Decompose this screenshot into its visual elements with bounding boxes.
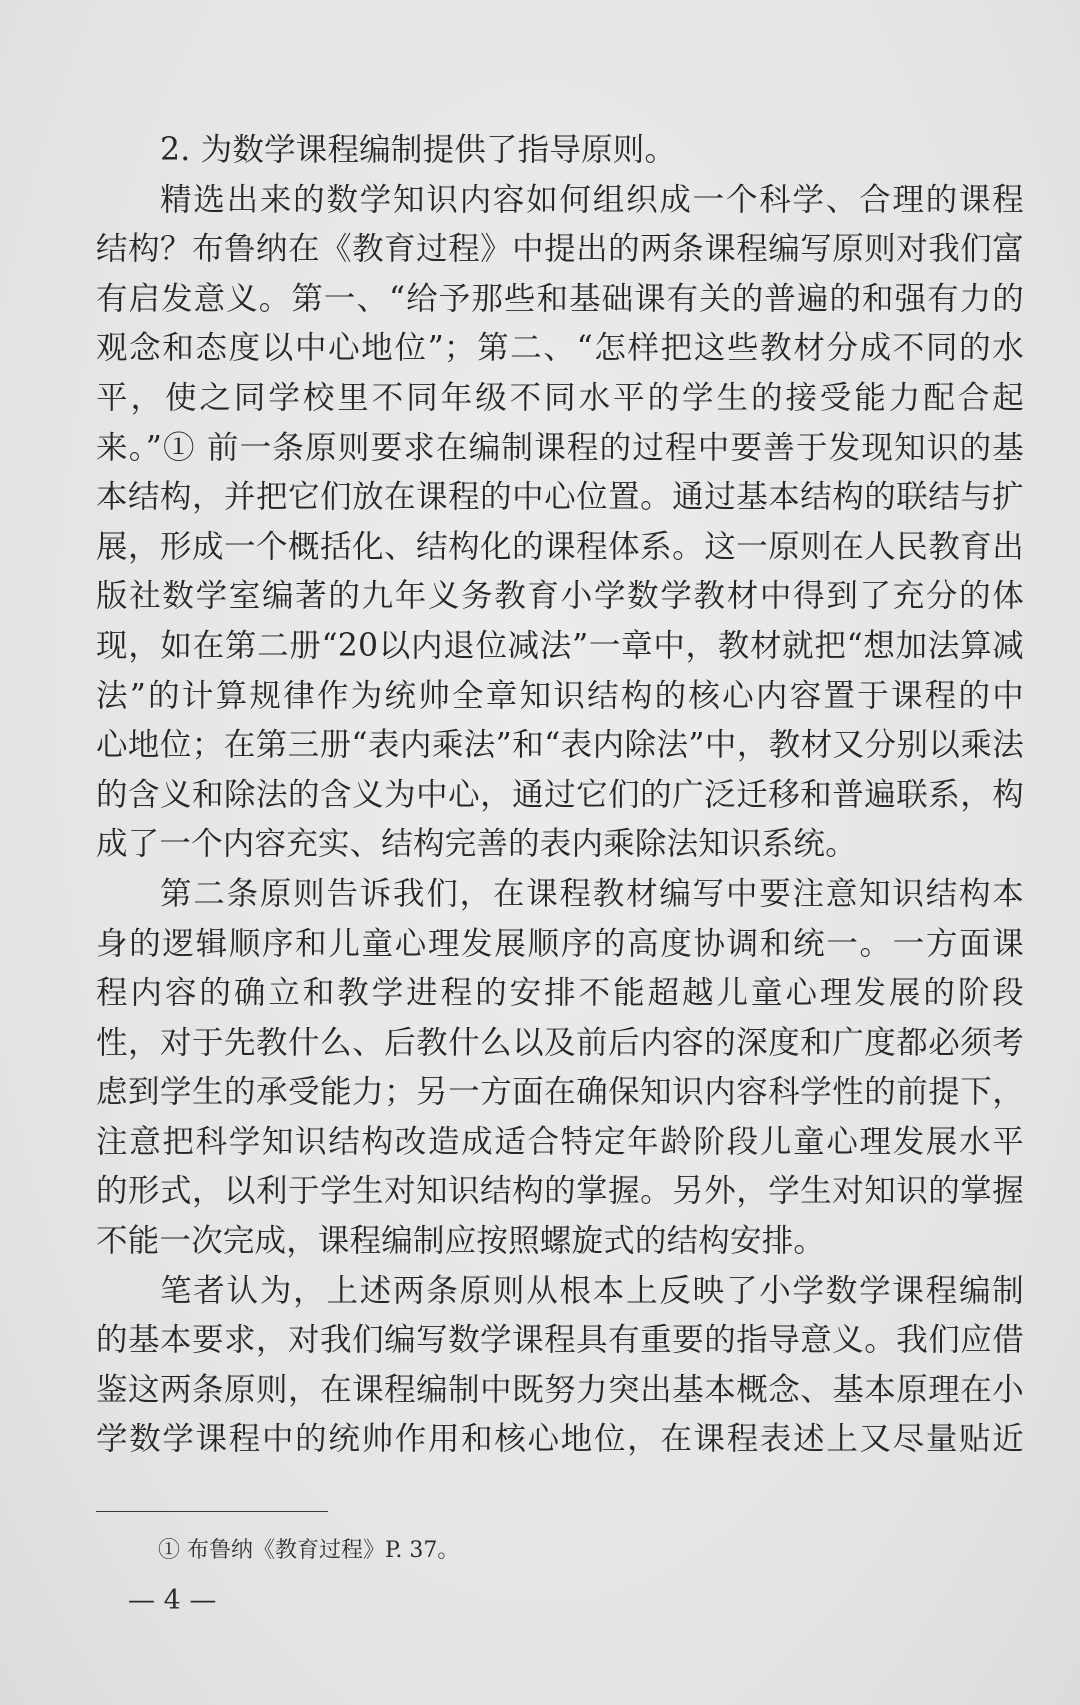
paragraph-line: 虑到学生的承受能力；另一方面在确保知识内容科学性的前提下， xyxy=(96,1074,1024,1111)
page-number: — 4 — xyxy=(128,1585,217,1616)
paragraph-line: 笔者认为，上述两条原则从根本上反映了小学数学课程编制 xyxy=(160,1272,1024,1309)
paragraph-line: 版社数学室编著的九年义务教育小学数学教材中得到了充分的体 xyxy=(96,578,1024,615)
paragraph-line: 的含义和除法的含义为中心，通过它们的广泛迁移和普遍联系，构 xyxy=(96,776,1024,813)
paragraph-line: 有启发意义。第一、“给予那些和基础课有关的普遍的和强有力的 xyxy=(96,280,1024,317)
paragraph-line: 心地位；在第三册“表内乘法”和“表内除法”中，教材又分别以乘法 xyxy=(96,727,1024,764)
body-text xyxy=(96,126,1024,1465)
paragraph-line: 展，形成一个概括化、结构化的课程体系。这一原则在人民教育出 xyxy=(96,528,1024,565)
paragraph-line: 不能一次完成，课程编制应按照螺旋式的结构安排。 xyxy=(96,1223,826,1260)
footnote: ① 布鲁纳《教育过程》P. 37。 xyxy=(158,1538,460,1563)
paragraph-line: 本结构，并把它们放在课程的中心位置。通过基本结构的联结与扩 xyxy=(96,479,1024,516)
paragraph-line: 观念和态度以中心地位”；第二、“怎样把这些教材分成不同的水 xyxy=(96,330,1024,367)
paragraph-2 xyxy=(96,870,1024,1267)
paragraph-line: 注意把科学知识结构改造成适合特定年龄阶段儿童心理发展水平 xyxy=(96,1123,1024,1160)
paragraph-line: 性，对于先教什么、后教什么以及前后内容的深度和广度都必须考 xyxy=(96,1024,1024,1061)
paragraph-line: 的形式，以利于学生对知识结构的掌握。另外，学生对知识的掌握 xyxy=(96,1173,1024,1210)
paragraph-line: 成了一个内容充实、结构完善的表内乘除法知识系统。 xyxy=(96,826,857,863)
paragraph-line: 鉴这两条原则，在课程编制中既努力突出基本概念、基本原理在小 xyxy=(96,1371,1024,1408)
section-heading: 2. 为数学课程编制提供了指导原则。 xyxy=(160,132,677,168)
paragraph-line: 结构？布鲁纳在《教育过程》中提出的两条课程编写原则对我们富 xyxy=(96,231,1024,268)
paragraph-line: 第二条原则告诉我们，在课程教材编写中要注意知识结构本 xyxy=(160,875,1024,912)
paragraph-line: 法”的计算规律作为统帅全章知识结构的核心内容置于课程的中 xyxy=(96,677,1024,714)
paragraph-line: 精选出来的数学知识内容如何组织成一个科学、合理的课程 xyxy=(160,181,1024,218)
paragraph-line: 身的逻辑顺序和儿童心理发展顺序的高度协调和统一。一方面课 xyxy=(96,925,1024,962)
paragraph-3 xyxy=(96,1267,1024,1465)
paragraph-line: 学数学课程中的统帅作用和核心地位，在课程表述上又尽量贴近 xyxy=(96,1421,1024,1458)
paragraph-line: 平，使之同学校里不同年级不同水平的学生的接受能力配合起 xyxy=(96,379,1024,416)
paragraph-line: 现，如在第二册“20以内退位减法”一章中，教材就把“想加法算减 xyxy=(96,627,1024,664)
paragraph-line: 的基本要求，对我们编写数学课程具有重要的指导意义。我们应借 xyxy=(96,1322,1024,1359)
paragraph-line: 来。”① 前一条原则要求在编制课程的过程中要善于发现知识的基 xyxy=(96,429,1024,466)
paragraph-1 xyxy=(96,176,1024,870)
footnote-divider xyxy=(96,1511,328,1512)
paragraph-line: 程内容的确立和教学进程的安排不能超越儿童心理发展的阶段 xyxy=(96,975,1024,1012)
